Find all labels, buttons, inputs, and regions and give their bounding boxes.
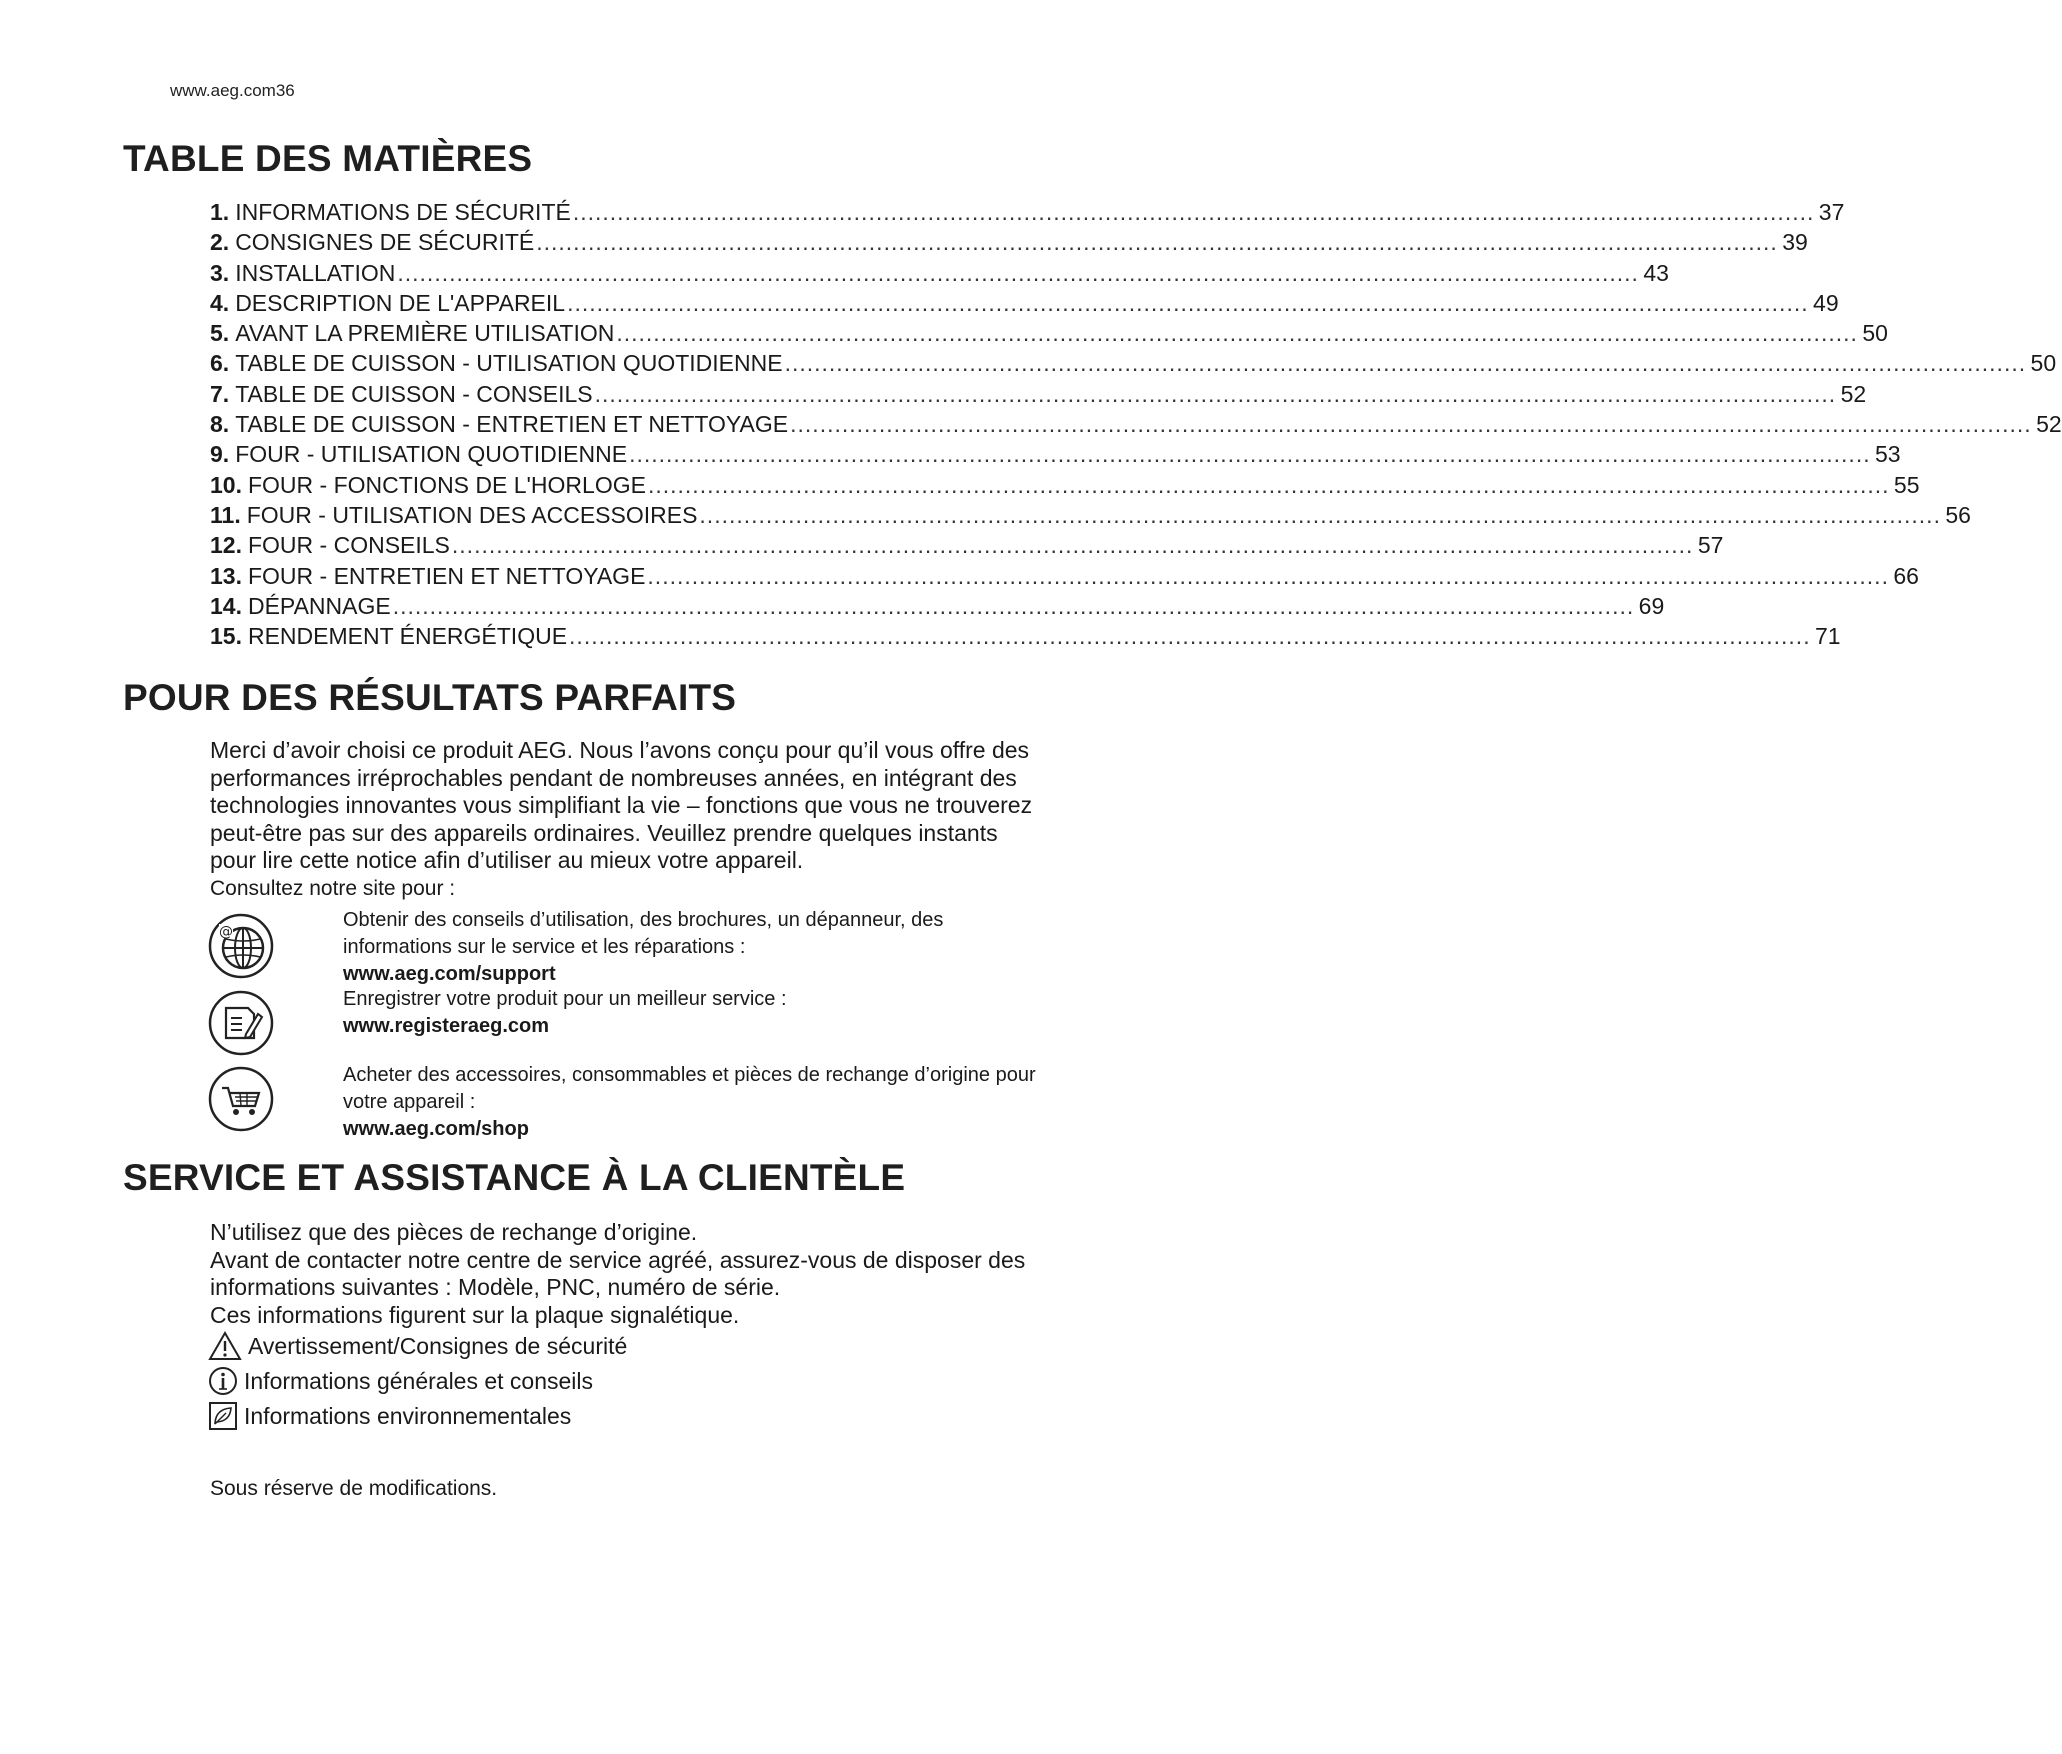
toc-item-number: 1. xyxy=(210,199,230,225)
toc-item-title: INFORMATIONS DE SÉCURITÉ xyxy=(235,199,571,225)
toc-item-6[interactable]: 6. TABLE DE CUISSON - UTILISATION QUOTIDIENNE ........................................................................................................................................................................ 50 xyxy=(210,348,1130,378)
toc-item-11[interactable]: 11. FOUR - UTILISATION DES ACCESSOIRES ........................................................................................................................................................................ 56 xyxy=(210,500,1130,530)
results-title: POUR DES RÉSULTATS PARFAITS xyxy=(123,677,737,718)
service-line-1: N’utilisez que des pièces de rechange d’origine. xyxy=(210,1219,698,1245)
toc-item-number: 2. xyxy=(210,229,230,256)
toc-item-number: 15. xyxy=(210,623,242,650)
toc-item-page: 71 xyxy=(1815,623,1841,650)
toc-item-page: 37 xyxy=(1818,199,1845,225)
toc-item-title: FOUR - CONSEILS xyxy=(247,532,450,559)
resource-support-text-2: informations sur le service et les réparations : xyxy=(343,936,746,958)
toc-item-title: AVANT LA PREMIÈRE UTILISATION xyxy=(235,320,615,347)
resource-support xyxy=(343,907,1143,988)
service-intro xyxy=(210,1219,1110,1329)
toc-item-title: RENDEMENT ÉNERGÉTIQUE xyxy=(247,623,568,650)
toc-item-title: TABLE DE CUISSON - ENTRETIEN ET NETTOYAGE xyxy=(235,411,789,438)
toc-item-title: TABLE DE CUISSON - UTILISATION QUOTIDIENNE xyxy=(235,350,783,377)
toc-item-title: FOUR - FONCTIONS DE L'HORLOGE xyxy=(247,471,646,498)
toc-item-title: DESCRIPTION DE L'APPAREIL xyxy=(235,289,566,316)
leaf-icon xyxy=(208,1401,238,1431)
warning-icon xyxy=(208,1331,242,1361)
toc-item-9[interactable]: 9. FOUR - UTILISATION QUOTIDIENNE ........................................................................................................................................................................ 53 xyxy=(210,439,1130,469)
toc-item-8[interactable]: 8. TABLE DE CUISSON - ENTRETIEN ET NETTOYAGE ........................................................................................................................................................................ 52 xyxy=(210,409,1130,439)
resource-register-text: Enregistrer votre produit pour un meilleur service : xyxy=(343,988,787,1010)
toc-item-5[interactable]: 5. AVANT LA PREMIÈRE UTILISATION ........................................................................................................................................................................ 50 xyxy=(210,318,1130,348)
toc-item-2[interactable]: 2. CONSIGNES DE SÉCURITÉ ........................................................................................................................................................................ 39 xyxy=(210,227,1130,257)
results-line-2: performances irréprochables pendant de nombreuses années, en intégrant des xyxy=(210,764,1017,791)
register-icon xyxy=(208,990,274,1056)
toc-item-7[interactable]: 7. TABLE DE CUISSON - CONSEILS ........................................................................................................................................................................ 52 xyxy=(210,379,1130,409)
toc-item-number: 9. xyxy=(210,441,230,468)
toc-item-title: FOUR - ENTRETIEN ET NETTOYAGE xyxy=(247,562,646,589)
results-line-4: peut-être pas sur des appareils ordinaires. Veuillez prendre quelques instants xyxy=(210,819,998,846)
results-line-5: pour lire cette notice afin d’utiliser au mieux votre appareil. xyxy=(210,847,804,873)
toc-item-number: 13. xyxy=(210,562,242,589)
resource-shop-text-1: Acheter des accessoires, consommables et pièces de rechange d’origine pour xyxy=(343,1064,1036,1086)
legend-warning-label: Avertissement/Consignes de sécurité xyxy=(248,1332,628,1359)
toc-item-number: 10. xyxy=(210,471,242,498)
toc-item-number: 4. xyxy=(210,289,230,316)
toc-item-12[interactable]: 12. FOUR - CONSEILS ........................................................................................................................................................................ 57 xyxy=(210,530,1130,560)
toc-item-page: 57 xyxy=(1697,532,1724,559)
resource-shop-text-2: votre appareil : xyxy=(343,1091,476,1113)
toc-item-number: 3. xyxy=(210,259,230,286)
shop-link[interactable]: www.aeg.com/shop xyxy=(343,1118,529,1140)
toc-item-page: 39 xyxy=(1782,229,1808,256)
toc-item-page: 69 xyxy=(1638,592,1665,619)
toc-item-13[interactable]: 13. FOUR - ENTRETIEN ET NETTOYAGE ........................................................................................................................................................................ 66 xyxy=(210,561,1130,591)
toc-item-number: 5. xyxy=(210,320,230,347)
legend-environment xyxy=(208,1401,571,1431)
service-line-4: Ces informations figurent sur la plaque signalétique. xyxy=(210,1301,740,1328)
toc-item-15[interactable]: 15. RENDEMENT ÉNERGÉTIQUE ........................................................................................................................................................................ 71 xyxy=(210,621,1130,651)
service-line-3: informations suivantes : Modèle, PNC, numéro de série. xyxy=(210,1274,781,1300)
info-icon xyxy=(208,1366,238,1396)
toc-item-number: 6. xyxy=(210,350,230,377)
header-url: www.aeg.com36 xyxy=(170,81,295,100)
register-link[interactable]: www.registeraeg.com xyxy=(343,1015,549,1037)
toc-item-page: 55 xyxy=(1893,471,1920,498)
results-line-1: Merci d’avoir choisi ce produit AEG. Nous l’avons conçu pour qu’il vous offre des xyxy=(210,737,1030,763)
resource-support-text-1: Obtenir des conseils d’utilisation, des brochures, un dépanneur, des xyxy=(343,909,944,931)
results-intro xyxy=(210,737,1110,902)
toc-item-page: 50 xyxy=(1862,320,1888,347)
legend-environment-label: Informations environnementales xyxy=(244,1402,572,1429)
legend-info-label: Informations générales et conseils xyxy=(244,1367,594,1394)
toc-item-number: 8. xyxy=(210,411,230,438)
globe-icon xyxy=(208,913,274,979)
toc-item-page: 66 xyxy=(1893,562,1919,589)
toc-item-page: 43 xyxy=(1643,259,1669,286)
toc-item-page: 52 xyxy=(2036,411,2062,438)
toc-item-3[interactable]: 3. INSTALLATION ........................................................................................................................................................................ 43 xyxy=(210,258,1130,288)
toc-item-1[interactable]: 1. INFORMATIONS DE SÉCURITÉ ........................................................................................................................................................................ 37 xyxy=(210,197,1130,227)
toc-item-4[interactable]: 4. DESCRIPTION DE L'APPAREIL ........................................................................................................................................................................ 49 xyxy=(210,288,1130,318)
results-line-3: technologies innovantes vous simplifiant la vie – fonctions que vous ne trouverez xyxy=(210,792,1033,818)
toc-item-number: 11. xyxy=(210,501,241,528)
toc-item-title: FOUR - UTILISATION QUOTIDIENNE xyxy=(235,441,628,468)
cart-icon xyxy=(208,1066,274,1132)
service-line-2: Avant de contacter notre centre de service agréé, assurez-vous de disposer des xyxy=(210,1246,1026,1273)
toc-item-number: 14. xyxy=(210,592,242,619)
toc-item-title: CONSIGNES DE SÉCURITÉ xyxy=(235,229,535,256)
toc-item-page: 53 xyxy=(1875,441,1901,468)
support-link[interactable]: www.aeg.com/support xyxy=(343,963,556,985)
toc-item-page: 49 xyxy=(1813,289,1839,316)
toc-item-title: DÉPANNAGE xyxy=(247,592,391,619)
toc-item-number: 7. xyxy=(210,380,230,407)
toc-item-number: 12. xyxy=(210,532,242,559)
toc-item-page: 50 xyxy=(2030,350,2057,377)
toc-item-page: 52 xyxy=(1840,380,1867,407)
table-of-contents xyxy=(210,197,2062,651)
toc-title: TABLE DES MATIÈRES xyxy=(123,138,533,179)
resource-shop xyxy=(343,1062,1143,1143)
legend-info xyxy=(208,1366,593,1396)
toc-item-title: INSTALLATION xyxy=(235,259,396,286)
toc-item-14[interactable]: 14. DÉPANNAGE ........................................................................................................................................................................ 69 xyxy=(210,591,1130,621)
toc-item-page: 56 xyxy=(1945,501,1971,528)
svg-text:@: @ xyxy=(219,924,233,940)
resource-register xyxy=(343,986,1143,1040)
toc-item-10[interactable]: 10. FOUR - FONCTIONS DE L'HORLOGE ........................................................................................................................................................................ 55 xyxy=(210,470,1130,500)
toc-item-title: FOUR - UTILISATION DES ACCESSOIRES xyxy=(246,501,698,528)
legend-warning xyxy=(208,1331,627,1361)
toc-item-title: TABLE DE CUISSON - CONSEILS xyxy=(235,380,593,407)
service-title: SERVICE ET ASSISTANCE À LA CLIENTÈLE xyxy=(123,1157,906,1198)
footer-note: Sous réserve de modifications. xyxy=(210,1477,498,1500)
results-line-6: Consultez notre site pour : xyxy=(210,876,456,900)
